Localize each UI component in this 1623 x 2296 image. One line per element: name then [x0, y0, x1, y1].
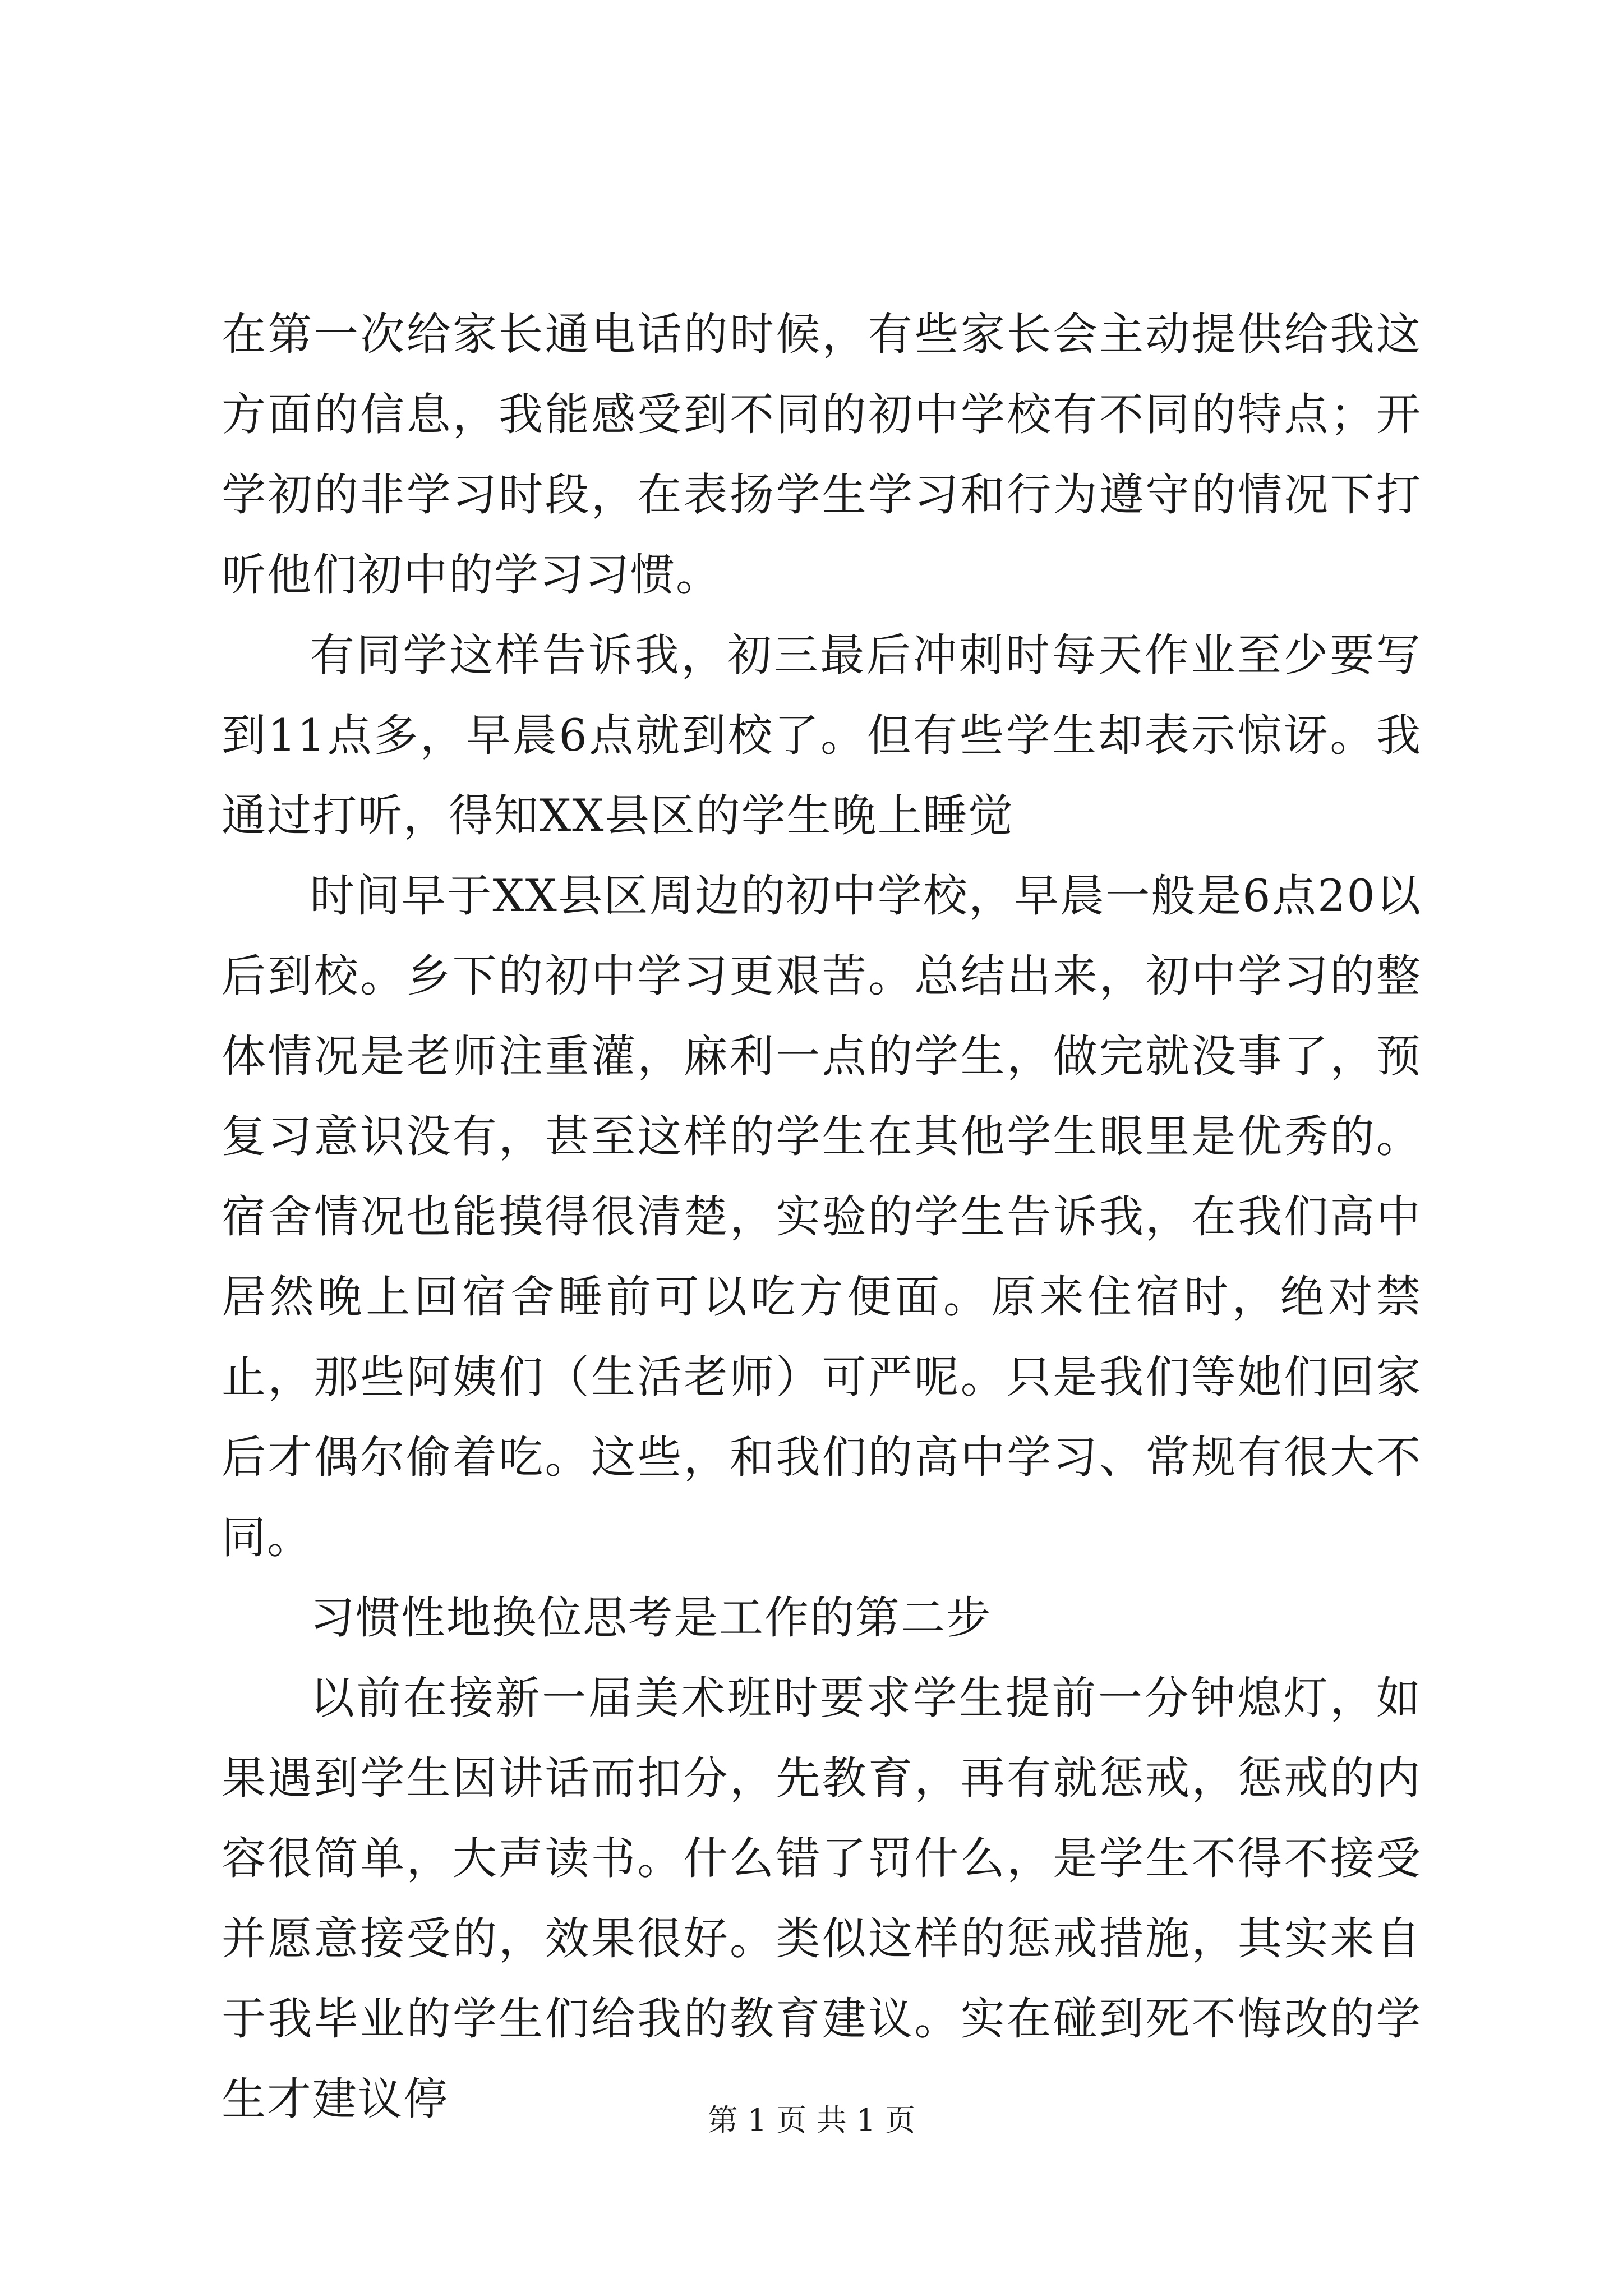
paragraph-2: 有同学这样告诉我，初三最后冲刺时每天作业至少要写到11点多，早晨6点就到校了。但有些学生却表示惊讶。我通过打听，得知XX县区的学生晚上睡觉	[222, 629, 1422, 841]
page-footer: 第 1 页 共 1 页	[707, 2102, 916, 2138]
section-heading: 习惯性地换位思考是工作的第二步	[310, 1592, 992, 1644]
paragraph-3: 时间早于XX县区周边的初中学校，早晨一般是6点20以后到校。乡下的初中学习更艰苦。总结出来，初中学习的整体情况是老师注重灌，麻利一点的学生，做完就没事了，预复习意识没有，甚至这样的学生在其他学生眼里是优秀的。宿舍情况也能摸得很清楚，实验的学生告诉我，在我们高中居然晚上回宿舍睡前可以吃方便面。原来住宿时，绝对禁止，那些阿姨们（生活老师）可严呢。只是我们等她们回家后才偶尔偷着吃。这些，和我们的高中学习、常规有很大不同。	[222, 870, 1422, 1563]
document-body	[222, 295, 1422, 2139]
paragraph-1: 在第一次给家长通电话的时候，有些家长会主动提供给我这方面的信息，我能感受到不同的初中学校有不同的特点；开学初的非学习时段，在表扬学生学习和行为遵守的情况下打听他们初中的学习习惯。	[222, 309, 1422, 601]
paragraph-4: 以前在接新一届美术班时要求学生提前一分钟熄灯，如果遇到学生因讲话而扣分，先教育，再有就惩戒，惩戒的内容很简单，大声读书。什么错了罚什么，是学生不得不接受并愿意接受的，效果很好。类似这样的惩戒措施，其实来自于我毕业的学生们给我的教育建议。实在碰到死不悔改的学生才建议停	[222, 1672, 1422, 2125]
